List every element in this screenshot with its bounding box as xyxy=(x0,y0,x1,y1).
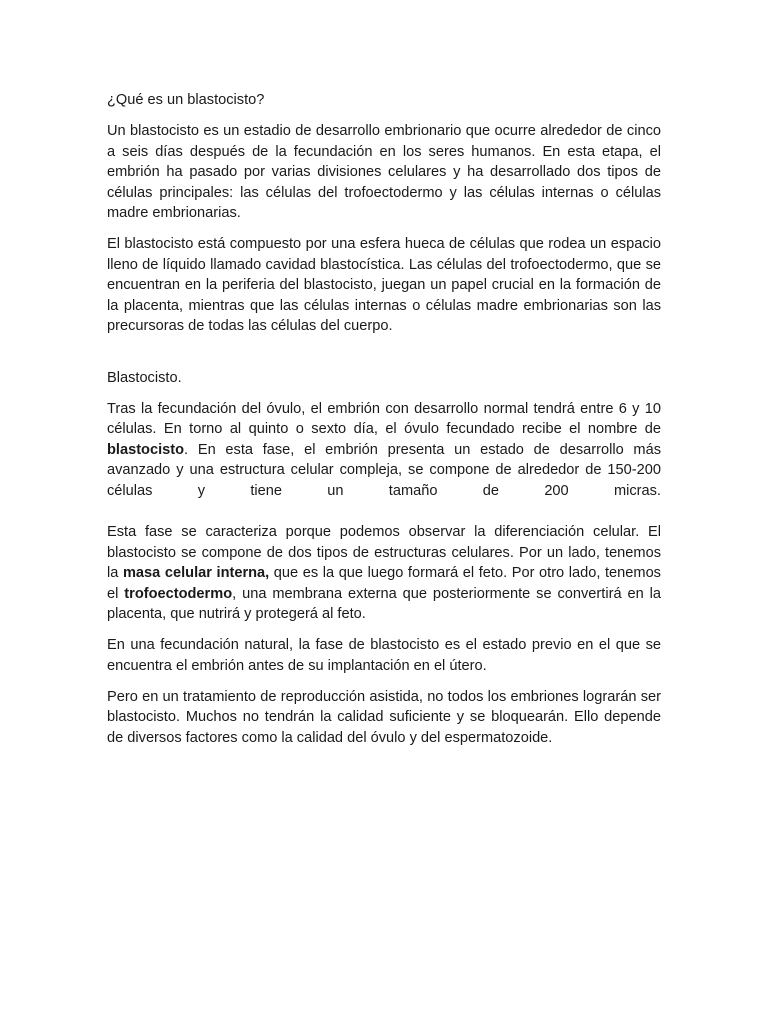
text-run: que es la que luego formará el feto. Por otro lado, tenemos el xyxy=(107,565,661,602)
paragraph-diferenciacion xyxy=(107,522,661,625)
paragraph-definition: Un blastocisto es un estadio de desarrollo embrionario que ocurre alrededor de cinco a seis días después de la fecundación en los seres humanos. En esta etapa, el embrión ha pasado por varias divisiones celulares y ha desarrollado dos tipos de células principales: las células del trofoectodermo y las células internas o células madre embrionarias. xyxy=(107,123,661,221)
text-run: . En esta fase, el embrión presenta un estado de desarrollo más avanzado y una estructura celular compleja, se compone de alrededor de 150-200 células y tiene un tamaño de 200 micras. xyxy=(107,441,661,499)
text-run: , una membrana externa que posteriormente se convertirá en la placenta, que nutrirá y protegerá al feto. xyxy=(107,585,661,622)
section-heading-que-es: ¿Qué es un blastocisto? xyxy=(107,92,265,108)
paragraph-reproduccion-asistida: Pero en un tratamiento de reproducción asistida, no todos los embriones lograrán ser blastocisto. Muchos no tendrán la calidad suficiente y se bloquearán. Ello depende de diversos factores como la calidad del óvulo y del espermatozoide. xyxy=(107,688,661,746)
paragraph-natural: En una fecundación natural, la fase de blastocisto es el estado previo en el que se encuentra el embrión antes de su implantación en el útero. xyxy=(107,637,661,674)
text-run: Tras la fecundación del óvulo, el embrión con desarrollo normal tendrá entre 6 y 10 células. En torno al quinto o sexto día, el óvulo fecundado recibe el nombre de xyxy=(107,400,661,437)
bold-term-masa-celular: masa celular interna, xyxy=(122,565,270,581)
bold-term-blastocisto: blastocisto xyxy=(107,441,185,458)
document-page xyxy=(107,90,661,759)
text-run: Esta fase se caracteriza porque podemos observar la diferenciación celular. El blastocisto se compone de dos tipos de estructuras celulares. Por un lado, tenemos la xyxy=(107,524,661,581)
bold-term-trofoectodermo: trofoectodermo xyxy=(124,585,233,602)
paragraph-structure: El blastocisto está compuesto por una esfera hueca de células que rodea un espacio lleno de líquido llamado cavidad blastocística. Las células del trofoectodermo, que se encuentran en la periferia del blastocisto, juegan un papel crucial en la formación de la placenta, mientras que las células internas o células madre embrionarias son las precursoras de todas las células del cuerpo. xyxy=(107,236,661,334)
paragraph-fecundacion xyxy=(107,399,661,502)
section-heading-blastocisto: Blastocisto. xyxy=(107,369,182,386)
